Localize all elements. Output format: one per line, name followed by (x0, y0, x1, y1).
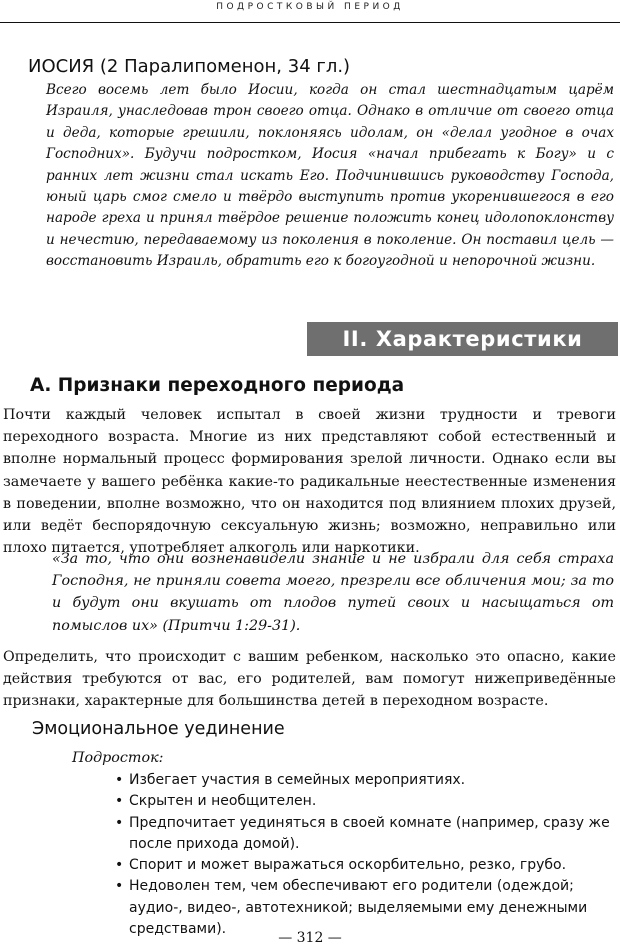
bullet-icon: • (115, 772, 124, 788)
sidebar-body: Всего восемь лет было Иосии, когда он стал шестнадцатым царём Израиля, унаследовав трон своего отца. Однако в отличие от своего отца и деда, которые грешили, поклоняясь идолам, он «делал угодное в очах Господних». Будучи подростком, Иосия «начал прибегать к Богу» и с ранних лет жизни стал искать Его. Подчинившись руководству Господа, юный царь смог смело и твёрдо выступить против укоренившегося в его народе греха и принял твёрдое решение положить конец идолопоклонству и нечестию, передаваемому из поколения в поколение. Он поставил цель — восстановить Израиль, обратить его к богоугодной и непорочной жизни. (46, 82, 614, 270)
list-item: • Скрытен и необщителен. (115, 791, 615, 812)
body-paragraph: Почти каждый человек испытал в своей жизни трудности и тревоги переходного возраста. Многие из них представляют собой естественный и вполне нормальный процесс формирования зрелой личности. Однако если вы замечаете у вашего ребёнка какие-то радикальные неестественные изменения в поведении, вполне возможно, что он находится под влиянием плохих друзей, или ведёт беспорядочную сексуальную жизнь; возможно, неправильно или плохо питается, употребляет алкоголь или наркотики. (3, 407, 616, 557)
page-number: — 312 — (278, 930, 342, 946)
bullet-list (115, 770, 615, 940)
bullet-icon: • (115, 814, 124, 831)
list-item: • Избегает участия в семейных мероприятиях. (115, 770, 615, 791)
list-label: Подросток: (72, 750, 164, 766)
list-item: • Предпочитает уединяться в своей комнате (например, сразу же после прихода домой). (115, 814, 610, 852)
running-head: ПОДРОСТКОВЫЙ ПЕРИОД (216, 2, 404, 12)
body-paragraph: Определить, что происходит с вашим ребенком, насколько это опасно, какие действия требуются от вас, его родителей, вам помогут нижеприведённые признаки, характерные для большинства детей в переходном возрасте. (3, 649, 616, 710)
subsection-heading: А. Признаки переходного периода (30, 375, 405, 396)
sidebar-title: ИОСИЯ (2 Паралипоменон, 34 гл.) (28, 56, 351, 77)
subsection-title: Эмоциональное уединение (32, 719, 285, 739)
scripture-quote: «За то, что они возненавидели знание и не избрали для себя страха Господня, не приняли совета моего, презрели все обличения мои; за то и будут они вкушать от плодов путей своих и насыщаться от помыслов их» (Притчи 1:29-31). (52, 551, 614, 634)
bullet-icon: • (115, 878, 124, 895)
list-item: • Недоволен тем, чем обеспечивают его родители (одеждой; аудио-, видео-, автотехникой; выделяемыми ему денежными средствами). (115, 878, 588, 938)
header-rule (0, 22, 620, 23)
bullet-icon: • (115, 857, 124, 874)
list-item: • Спорит и может выражаться оскорбительно, резко, грубо. (115, 855, 615, 876)
section-banner: II. Характеристики (307, 322, 618, 356)
bullet-icon: • (115, 793, 124, 810)
